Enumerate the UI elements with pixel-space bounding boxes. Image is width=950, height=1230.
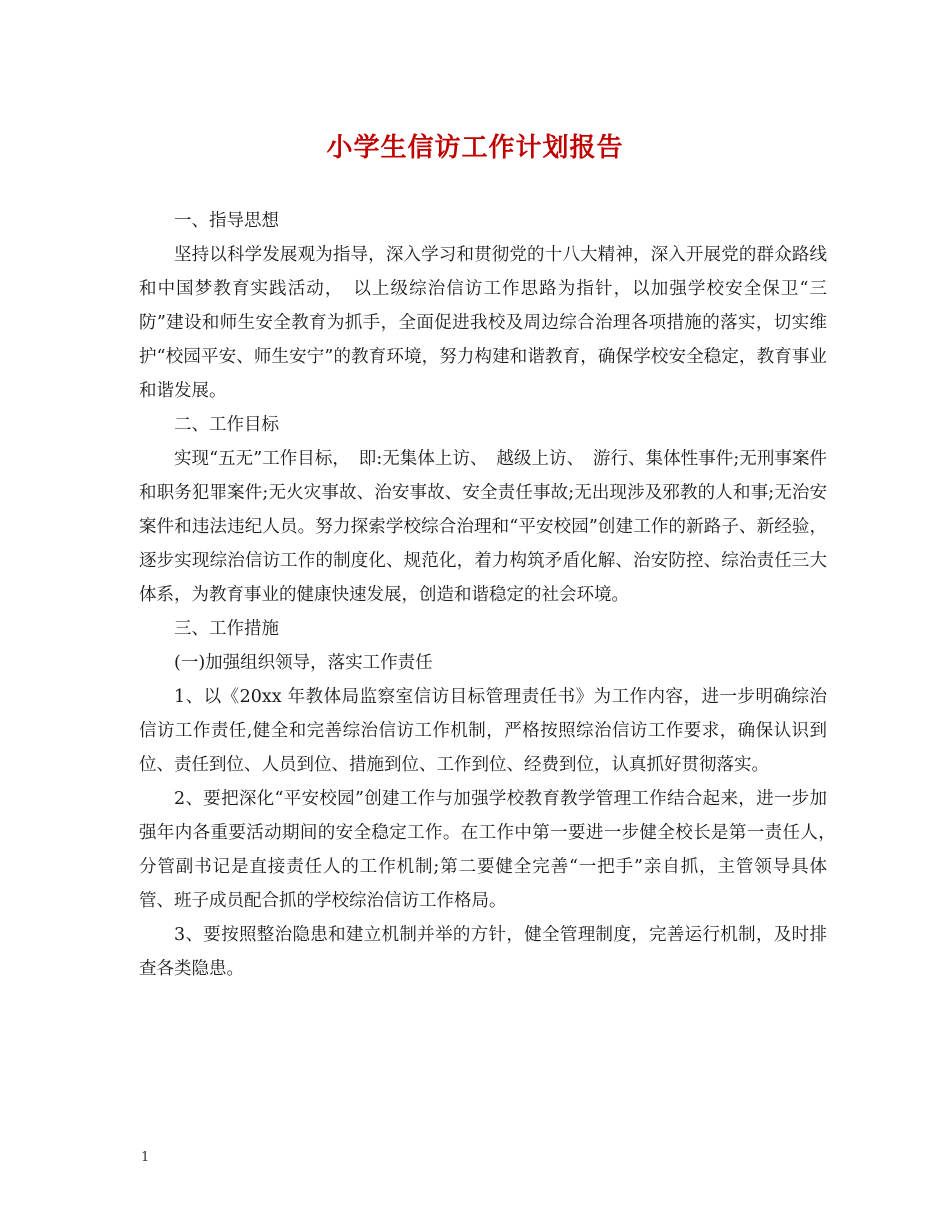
heading-work-goals: 二、工作目标 xyxy=(174,415,279,435)
subheading-organization-leadership: (一)加强组织领导，落实工作责任 xyxy=(174,653,433,673)
heading-guiding-ideology: 一、指导思想 xyxy=(174,211,279,231)
document-body xyxy=(139,204,845,986)
paragraph-measure-2: 2、要把深化“平安校园”创建工作与加强学校教育教学管理工作结合起来，进一步加强年内各重要活动期间的安全稳定工作。在工作中第一要进一步健全校长是第一责任人， 分管副书记是直接责任人的工作机制;第二要健全完善“一把手”亲自抓，主管领导具体管、班子成员配合抓的学校综治信访工作格局。 xyxy=(139,789,845,911)
paragraph-measure-3: 3、要按照整治隐患和建立机制并举的方针，健全管理制度，完善运行机制，及时排查各类隐患。 xyxy=(139,925,827,979)
paragraph-guiding-ideology: 坚持以科学发展观为指导，深入学习和贯彻党的十八大精神，深入开展党的群众路线和中国梦教育实践活动， 以上级综治信访工作思路为指针，以加强学校安全保卫“三防”建设和师生安全教育为抓手，全面促进我校及周边综合治理各项措施的落实，切实维护“校园平安、师生安宁”的教育环境，努力构建和谐教育，确保学校安全稳定，教育事业和谐发展。 xyxy=(139,245,827,401)
document-title: 小学生信访工作计划报告 xyxy=(326,133,624,163)
heading-work-measures: 三、工作措施 xyxy=(174,619,279,639)
page-number: 1 xyxy=(141,1150,150,1165)
paragraph-measure-1: 1、以《20xx 年教体局监察室信访目标管理责任书》为工作内容，进一步明确综治信访工作责任,健全和完善综治信访工作机制，严格按照综治信访工作要求，确保认识到位、责任到位、人员到位、措施到位、工作到位、经费到位，认真抓好贯彻落实。 xyxy=(139,687,827,775)
paragraph-work-goals: 实现“五无”工作目标， 即:无集体上访、 越级上访、 游行、集体性事件;无刑事案件和职务犯罪案件;无火灾事故、治安事故、安全责任事故;无出现涉及邪教的人和事;无治安案件和违法违纪人员。努力探索学校综合治理和“平安校园”创建工作的新路子、新经验，逐步实现综治信访工作的制度化、规范化，着力构筑矛盾化解、治安防控、综治责任三大体系，为教育事业的健康快速发展，创造和谐稳定的社会环境。 xyxy=(139,449,827,605)
